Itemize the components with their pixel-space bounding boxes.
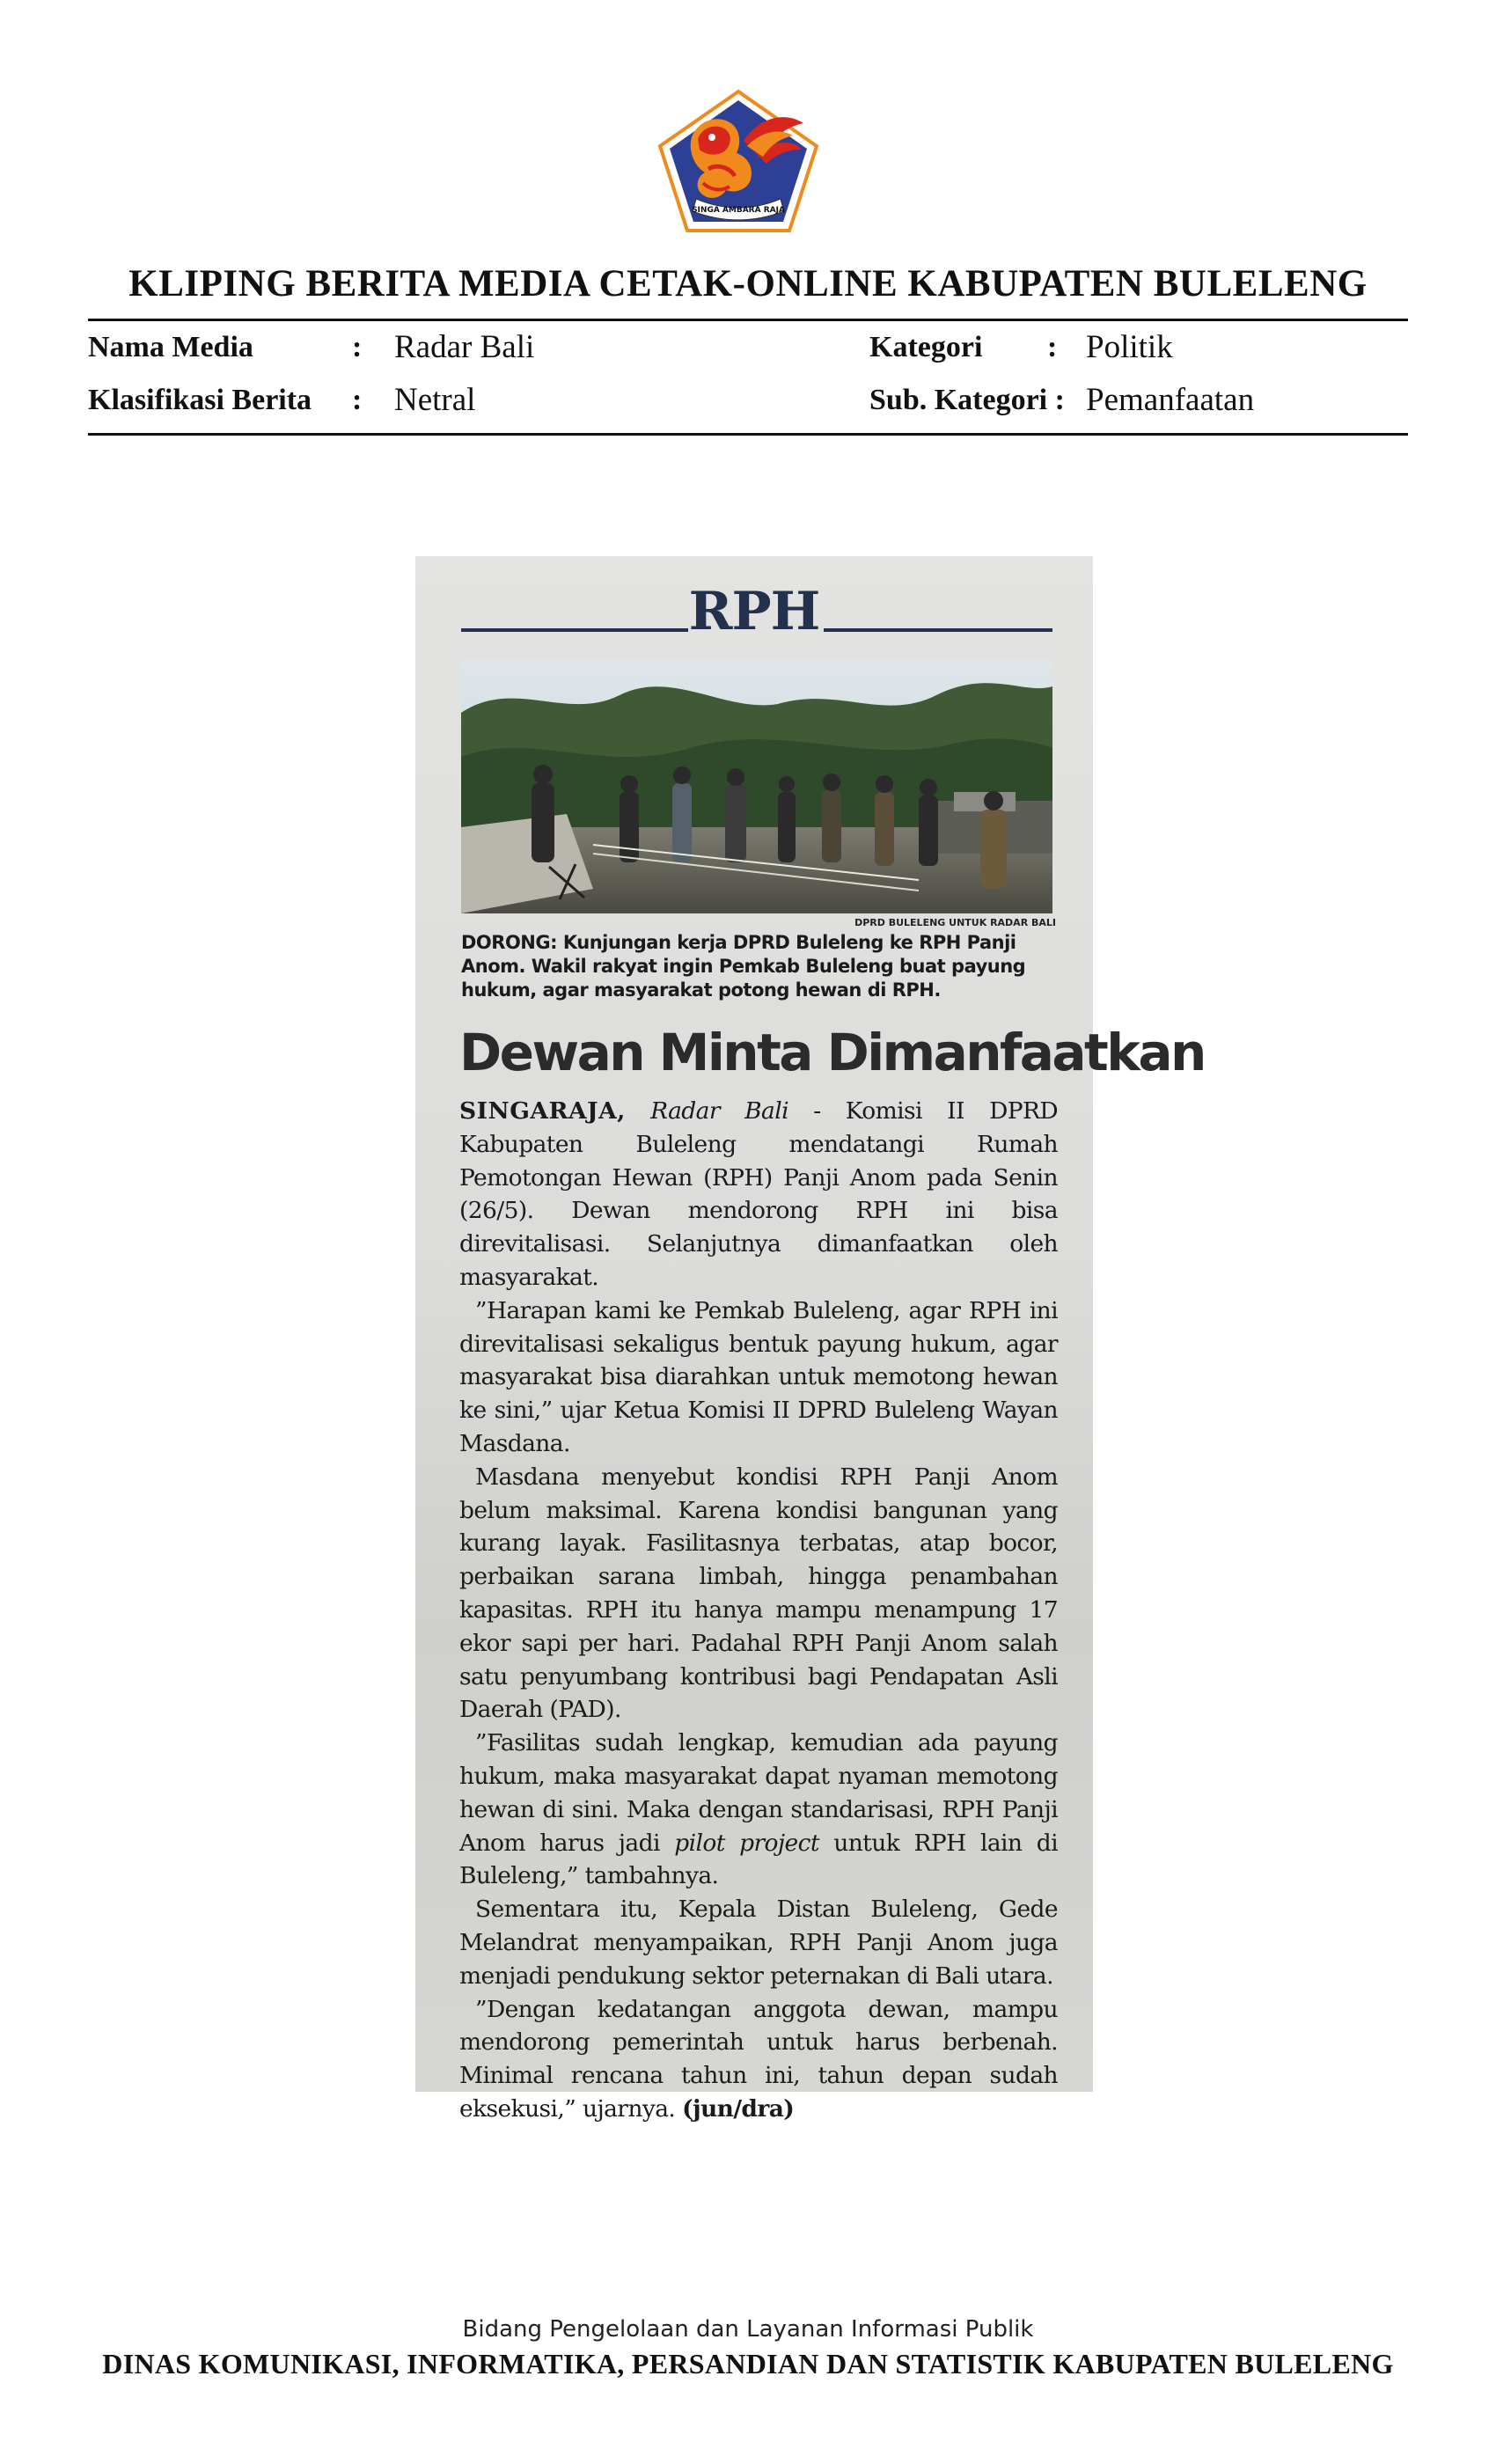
article-paragraph — [459, 1294, 1058, 1461]
kategori-label: Kategori — [869, 331, 983, 363]
sub-kategori-value: Pemanfaatan — [1086, 382, 1255, 418]
nama-media-label: Nama Media — [88, 331, 253, 363]
paragraph-3-text: Masdana menyebut kondisi RPH Panji Anom belum maksimal. Karena kondisi bangunan yang kurang layak. Fasilitasnya terbatas, atap bocor, perbaikan sarana limbah, hingga penambahan kapasitas. RPH itu hanya mampu menampung 17 ekor sapi per hari. Padahal RPH Panji Anom salah satu penyumbang kontribusi bagi Pendapatan Asli Daerah (PAD). — [459, 1463, 1058, 1724]
news-photo — [461, 660, 1052, 913]
paragraph-6-text: ”Dengan kedatangan anggota dewan, mampu mendorong pemerintah untuk harus berbenah. Minimal rencana tahun ini, tahun depan sudah eksekusi,” ujarnya. — [459, 1995, 1058, 2123]
paragraph-2-text: ”Harapan kami ke Pemkab Buleleng, agar RPH ini direvitalisasi sekaligus bentuk payung hukum, agar masyarakat bisa diarahkan untuk memotong hewan ke sini,” ujar Ketua Komisi II DPRD Buleleng Wayan Masdana. — [459, 1296, 1058, 1457]
buleleng-crest-logo — [656, 88, 821, 234]
logo-ribbon-text: SINGA AMBARA RAJA — [692, 206, 785, 215]
article-paragraph — [459, 1727, 1058, 1893]
nama-media-colon: : — [352, 331, 363, 363]
header-divider-top — [88, 319, 1408, 321]
nama-media-value: Radar Bali — [394, 329, 535, 365]
article-paragraph — [459, 1095, 1058, 1294]
section-heading: RPH — [688, 581, 820, 642]
paragraph-1-text: - Komisi II DPRD Kabupaten Buleleng mendatangi Rumah Pemotongan Hewan (RPH) Panji Anom pada Senin (26/5). Dewan mendorong RPH ini bisa direvitalisasi. Selanjutnya dimanfaatkan oleh masyarakat. — [459, 1097, 1059, 1291]
klasifikasi-label: Klasifikasi Berita — [88, 384, 312, 416]
sub-kategori-label: Sub. Kategori : — [869, 384, 1065, 416]
kategori-colon: : — [1047, 331, 1058, 363]
article-paragraph — [459, 1461, 1058, 1727]
dateline: SINGARAJA, — [459, 1097, 626, 1125]
photo-caption — [461, 931, 1060, 1002]
newspaper-clipping — [415, 556, 1205, 2123]
caption-lead: DORONG: — [461, 932, 558, 953]
klasifikasi-value: Netral — [394, 382, 476, 418]
paragraph-5-text: Sementara itu, Kepala Distan Buleleng, Gede Melandrat menyampaikan, RPH Panji Anom juga menjadi pendukung sektor peternakan di Bali utara. — [459, 1896, 1058, 1990]
footer-subtitle: Bidang Pengelolaan dan Layanan Informasi Publik — [462, 2316, 1034, 2343]
paragraph-4-text-b: untuk RPH lain di Buleleng,” tambahnya. — [459, 1829, 1058, 1890]
article-paragraph — [459, 1993, 1058, 2126]
paragraph-4-italic: pilot project — [674, 1829, 819, 1857]
photo-credit: DPRD BULELENG UNTUK RADAR BALI — [854, 917, 1056, 928]
header-divider-bottom — [88, 433, 1408, 436]
paper-name: Radar Bali — [650, 1097, 788, 1125]
footer-agency: DINAS KOMUNIKASI, INFORMATIKA, PERSANDIAN DAN STATISTIK KABUPATEN BULELENG — [102, 2348, 1394, 2380]
byline: (jun/dra) — [682, 2094, 795, 2123]
kategori-value: Politik — [1086, 329, 1173, 365]
article-headline: Dewan Minta Dimanfaatkan — [459, 1023, 1205, 1082]
klasifikasi-colon: : — [352, 384, 363, 416]
page-title: KLIPING BERITA MEDIA CETAK-ONLINE KABUPATEN BULELENG — [128, 263, 1368, 304]
article-paragraph — [459, 1893, 1058, 1992]
article-body — [459, 1095, 1058, 2126]
caption-text: Kunjungan kerja DPRD Buleleng ke RPH Panji Anom. Wakil rakyat ingin Pemkab Buleleng buat payung hukum, agar masyarakat potong hewan di RPH. — [461, 932, 1026, 1001]
paragraph-4-text-a: ”Fasilitas sudah lengkap, kemudian ada payung hukum, maka masyarakat dapat nyaman memotong hewan di sini. Maka dengan standarisasi, RPH Panji Anom harus jadi — [459, 1729, 1058, 1857]
